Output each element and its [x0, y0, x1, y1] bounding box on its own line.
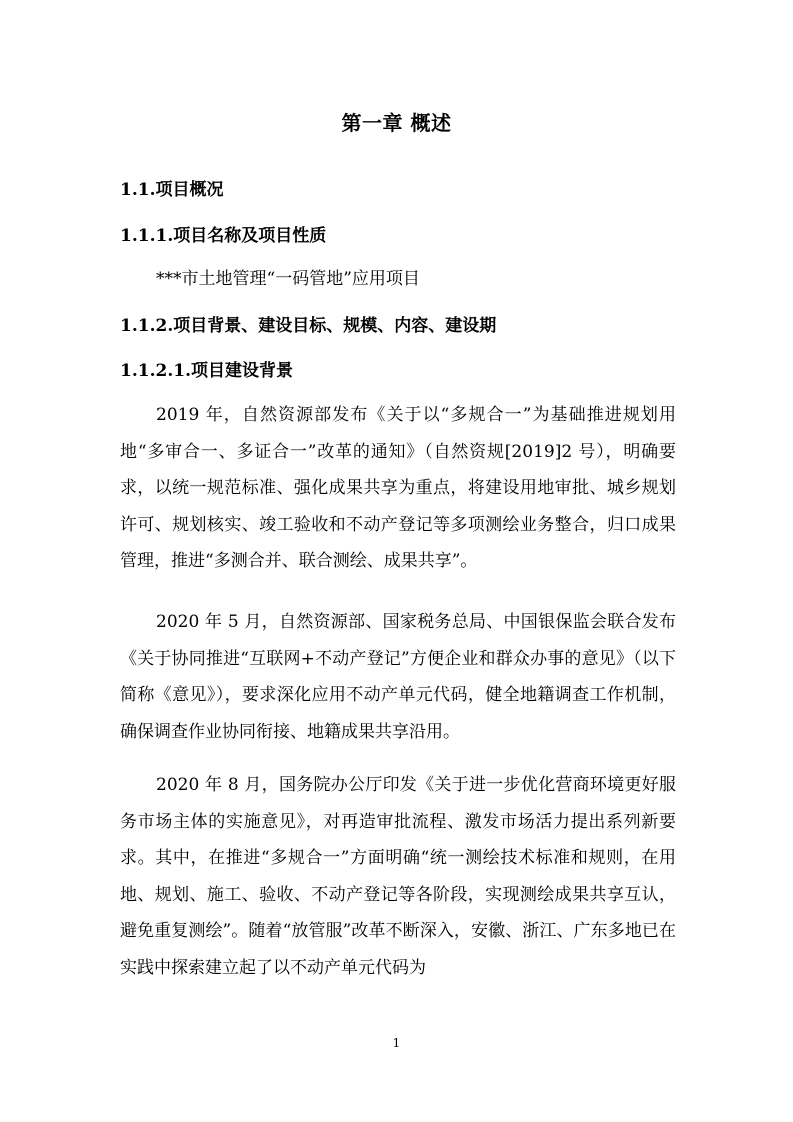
- heading-1-1: 1.1.项目概况: [120, 180, 224, 200]
- chapter-title: 第一章 概述: [341, 111, 452, 135]
- project-name-text: ***市土地管理“一码管地”应用项目: [156, 269, 420, 289]
- paragraph-2020-august-opinion: 2020 年 8 月，国务院办公厅印发《关于进一步优化营商环境更好服务市场主体的实施意见》，对再造审批流程、激发市场活力提出系列新要求。其中，在推进“多规合一”方面明确“统一测绘技术标准和规则，在用地、规划、施工、验收、不动产登记等各阶段，实现测绘成果共享互认，避免重复测绘”。随着“放管服”改革不断深入，安徽、浙江、广东多地已在实践中探索建立起了以不动产单元代码为: [120, 775, 676, 978]
- heading-1-1-2-1: 1.1.2.1.项目建设背景: [120, 361, 293, 381]
- heading-1-1-2: 1.1.2.项目背景、建设目标、规模、内容、建设期: [120, 316, 497, 336]
- paragraph-2020-may-opinion: 2020 年 5 月，自然资源部、国家税务总局、中国银保监会联合发布《关于协同推进“互联网+不动产登记”方便企业和群众办事的意见》（以下简称《意见》），要求深化应用不动产单元代码，健全地籍调查工作机制，确保调查作业协同衔接、地籍成果共享沿用。: [120, 612, 676, 742]
- paragraph-2019-notice: 2019 年，自然资源部发布《关于以“多规合一”为基础推进规划用地“多审合一、多证合一”改革的通知》（自然资规[2019]2 号），明确要求，以统一规范标准、强化成果共享为重点，将建设用地审批、城乡规划许可、规划核实、竣工验收和不动产登记等多项测绘业务整合，归口成果管理，推进“多测合并、联合测绘、成果共享”。: [120, 405, 676, 572]
- heading-1-1-1: 1.1.1.项目名称及项目性质: [120, 226, 327, 246]
- page-number: 1: [392, 1036, 401, 1050]
